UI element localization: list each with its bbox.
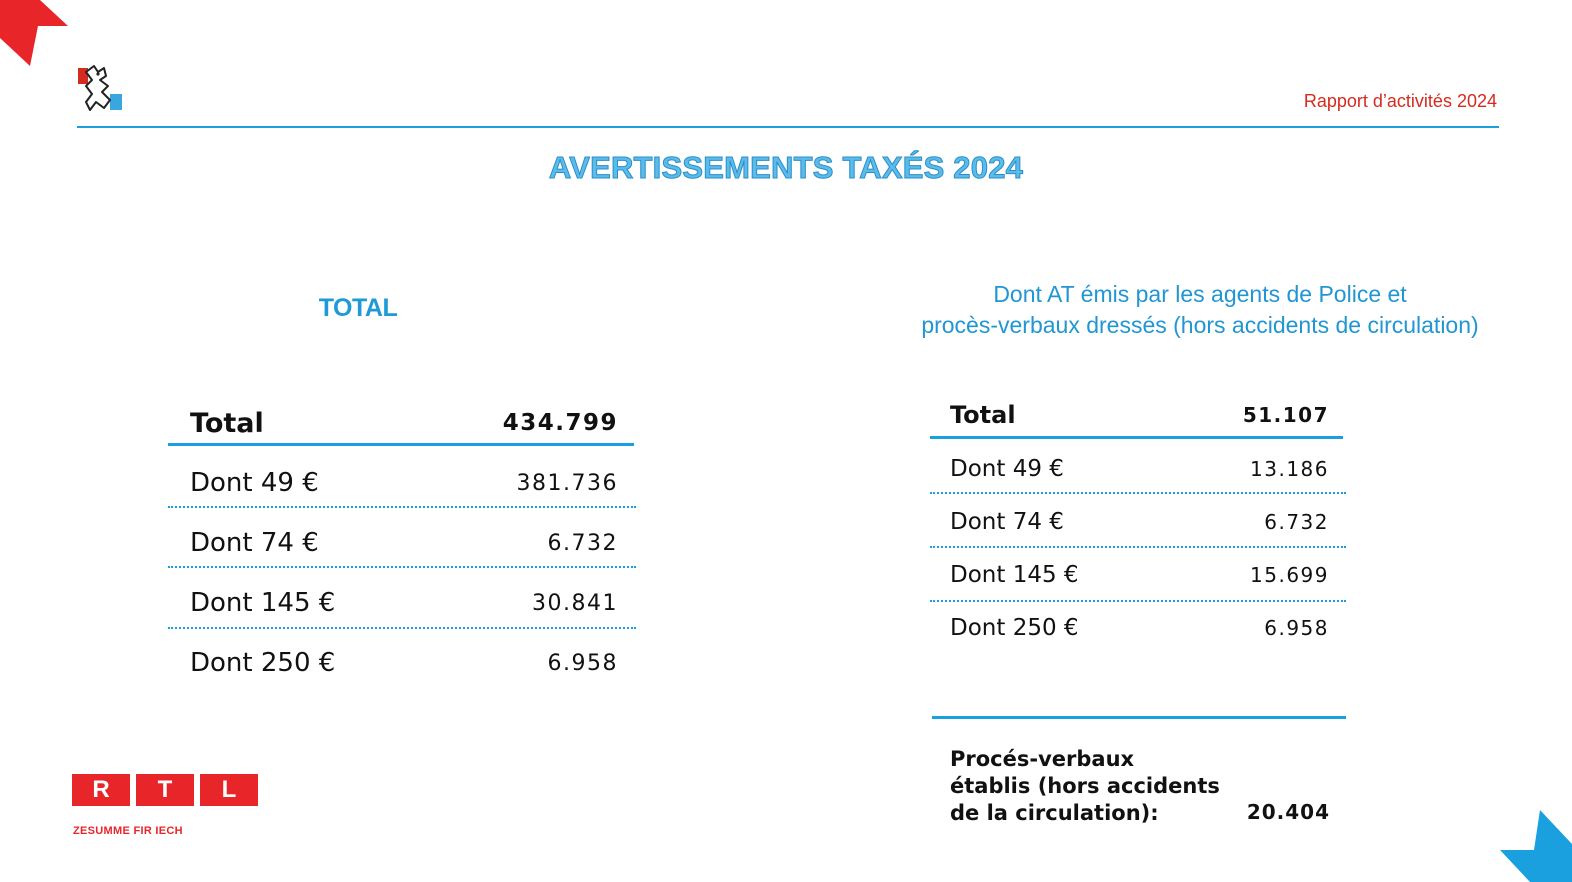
table-row	[168, 527, 636, 559]
row-value: 6.958	[1264, 616, 1329, 640]
row-divider	[168, 506, 636, 508]
table-row	[930, 454, 1346, 484]
row-value: 13.186	[1250, 457, 1329, 481]
row-divider	[930, 600, 1346, 602]
table-row	[168, 587, 636, 619]
rtl-tagline: ZESUMME FIR IECH	[73, 825, 183, 837]
row-value: 381.736	[516, 470, 618, 496]
row-value: 6.732	[1264, 510, 1329, 534]
table-row	[930, 560, 1346, 590]
police-table	[930, 392, 1346, 652]
row-divider	[930, 492, 1346, 494]
table-row	[168, 467, 636, 499]
table-header-row	[930, 400, 1346, 430]
corner-arrow-blue	[1500, 810, 1572, 882]
pv-value: 20.404	[1246, 800, 1330, 824]
rtl-logo-letter: L	[200, 774, 258, 806]
row-label: Dont 74 €	[190, 528, 319, 558]
pv-divider	[932, 716, 1346, 719]
header-rule	[168, 443, 634, 446]
table-row	[168, 647, 636, 679]
total-value: 434.799	[502, 410, 618, 436]
row-label: Dont 74 €	[950, 509, 1064, 535]
row-divider	[930, 546, 1346, 548]
pv-label-line1: Procés-verbaux	[950, 747, 1135, 771]
total-table	[168, 395, 636, 695]
row-divider	[168, 566, 636, 568]
total-label: Total	[190, 407, 264, 439]
pv-label	[950, 746, 1220, 827]
row-label: Dont 250 €	[950, 615, 1079, 641]
pv-label-line2: établis (hors accidents	[950, 774, 1220, 798]
table-row	[930, 507, 1346, 537]
table-row	[930, 613, 1346, 643]
police-section-heading	[860, 279, 1540, 341]
row-value: 6.732	[547, 530, 618, 556]
rtl-logo-letter: R	[72, 774, 130, 806]
row-value: 30.841	[532, 590, 618, 616]
police-heading-line2: procès-verbaux dressés (hors accidents de circulation)	[921, 312, 1479, 338]
crest-lion-icon	[76, 62, 126, 114]
row-value: 15.699	[1250, 563, 1329, 587]
row-divider	[168, 627, 636, 629]
police-heading-line1: Dont AT émis par les agents de Police et	[993, 281, 1407, 307]
row-label: Dont 145 €	[950, 562, 1079, 588]
row-value: 6.958	[547, 650, 618, 676]
row-label: Dont 250 €	[190, 648, 336, 678]
header-divider	[77, 126, 1499, 128]
header-rule	[930, 436, 1343, 439]
table-header-row	[168, 407, 636, 439]
row-label: Dont 49 €	[950, 456, 1064, 482]
corner-arrow-red	[0, 0, 70, 66]
rtl-logo-letter: T	[136, 774, 194, 806]
report-label: Rapport d’activités 2024	[1303, 91, 1497, 111]
page-title: AVERTISSEMENTS TAXÉS 2024	[548, 150, 1024, 185]
pv-label-line3: de la circulation):	[950, 801, 1159, 825]
row-label: Dont 145 €	[190, 588, 336, 618]
total-value: 51.107	[1242, 403, 1329, 427]
total-label: Total	[950, 401, 1016, 429]
row-label: Dont 49 €	[190, 468, 319, 498]
rtl-logo	[72, 774, 258, 806]
total-section-heading: TOTAL	[318, 294, 398, 322]
